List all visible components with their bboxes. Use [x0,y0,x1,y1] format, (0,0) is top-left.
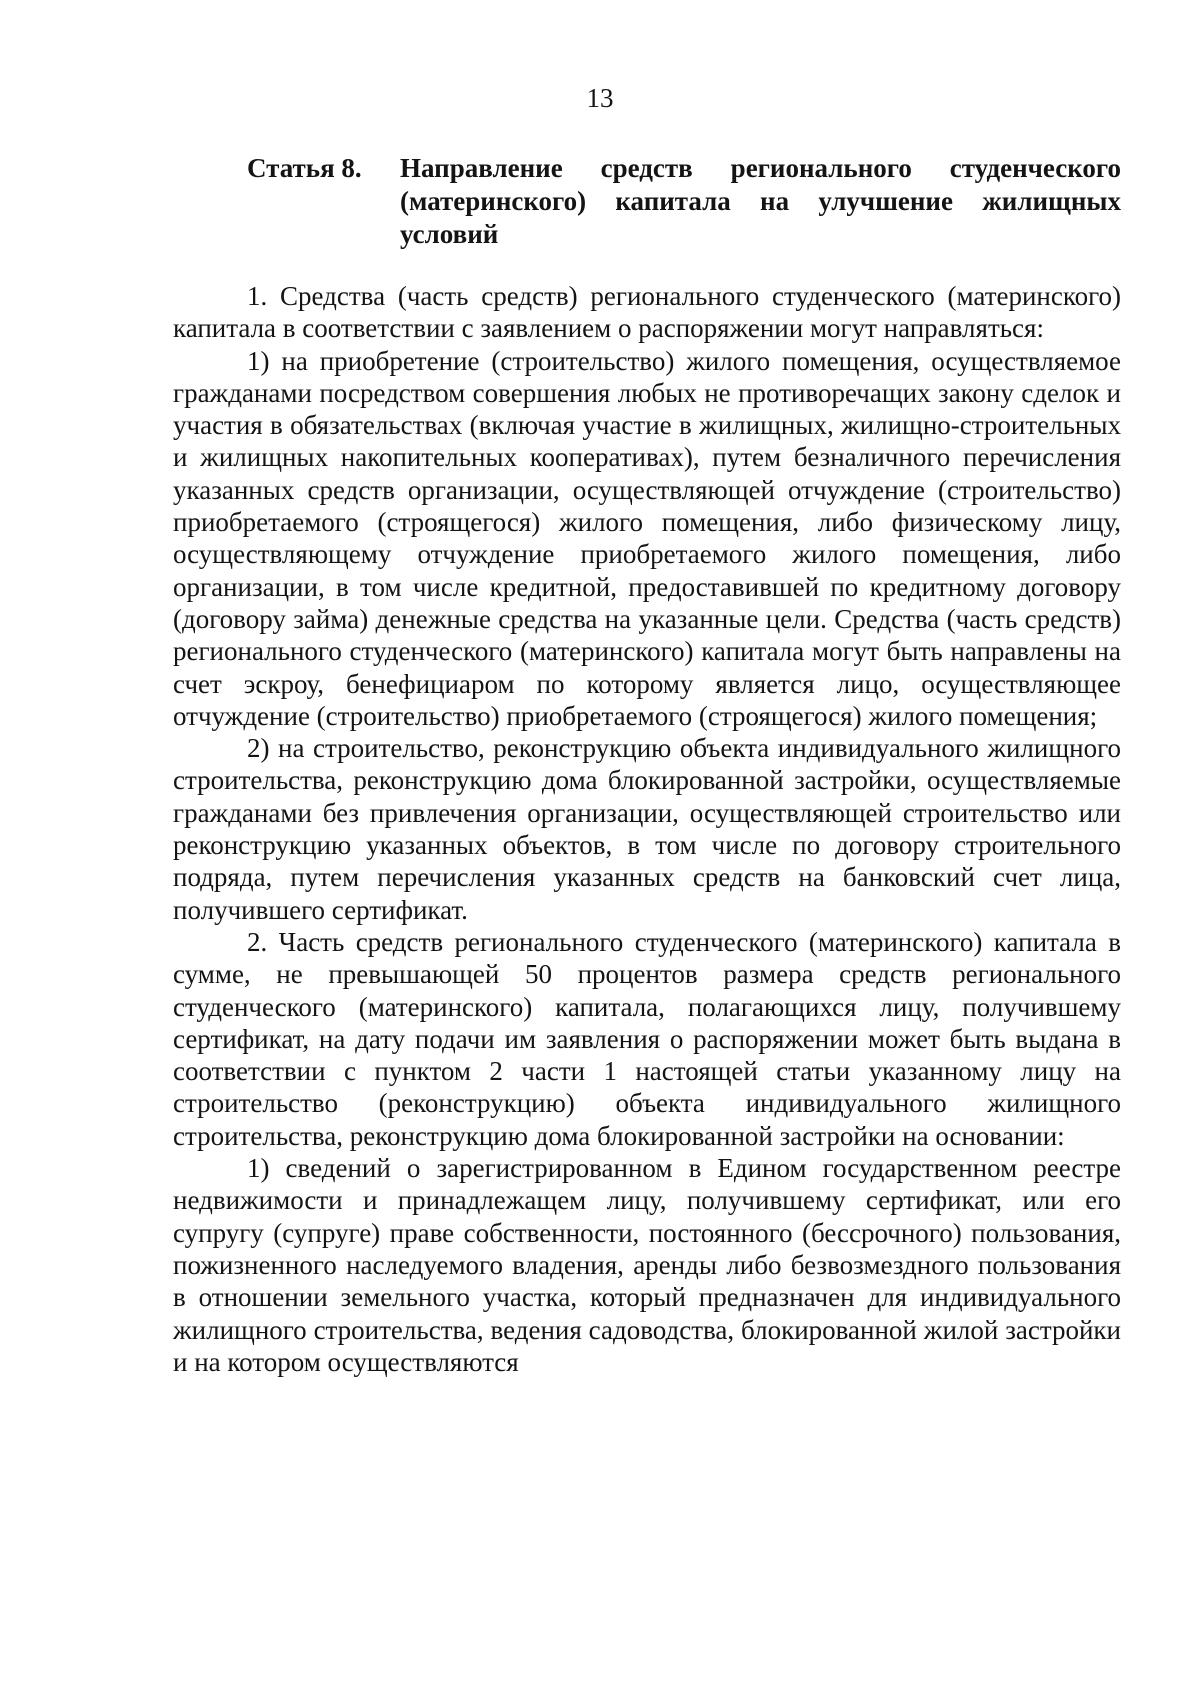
page-number: 13 [586,83,614,113]
article-body [173,280,1121,1378]
paragraph-item-1-1: 1) на приобретение (строительство) жилого помещения, осуществляемое гражданами посредством совершения любых не противоречащих закону сделок и участия в обязательствах (включая участие в жилищных, жилищно-строительных и жилищных накопительных кооперативах), путем безналичного перечисления указанных средств организации, осуществляющей отчуждение (строительство) приобретаемого (строящегося) жилого помещения, либо физическому лицу, осуществляющему отчуждение приобретаемого жилого помещения, либо организации, в том числе кредитной, предоставившей по кредитному договору (договору займа) денежные средства на указанные цели. Средства (часть средств) регионального студенческого (материнского) капитала могут быть направлены на счет эскроу, бенефициаром по которому является лицо, осуществляющее отчуждение (строительство) приобретаемого (строящегося) жилого помещения; [173,345,1121,731]
paragraph-item-2-1: 1) сведений о зарегистрированном в Едином государственном реестре недвижимости и принадлежащем лицу, получившему сертификат, или его супругу (супруге) праве собственности, постоянного (бессрочного) пользования, пожизненного наследуемого владения, аренды либо безвозмездного пользования в отношении земельного участка, который предназначен для индивидуального жилищного строительства, ведения садоводства, блокированной жилой застройки и на котором осуществляются [173,1153,1121,1377]
paragraph-item-1-2: 2) на строительство, реконструкцию объекта индивидуального жилищного строительства, реконструкцию дома блокированной застройки, осуществляемые гражданами без привлечения организации, осуществляющей строительство или реконструкцию указанных объектов, в том числе по договору строительного подряда, путем перечисления указанных средств на банковский счет лица, получившего сертификат. [173,733,1121,925]
article-heading [247,152,1121,251]
paragraph-part-2: 2. Часть средств регионального студенческого (материнского) капитала в сумме, не превышающей 50 процентов размера средств регионального студенческого (материнского) капитала, полагающихся лицу, получившему сертификат, на дату подачи им заявления о распоряжении может быть выдана в соответствии с пунктом 2 части 1 настоящей статьи указанному лицу на строительство (реконструкцию) объекта индивидуального жилищного строительства, реконструкцию дома блокированной застройки на основании: [173,926,1121,1151]
paragraph-part-1: 1. Средства (часть средств) регионального студенческого (материнского) капитала в соответствии с заявлением о распоряжении могут направляться: [173,281,1121,344]
article-title: Направление средств регионального студенческого (материнского) капитала на улучшение жилищных условий [400,153,1121,249]
article-label: Статья 8. [247,153,362,183]
